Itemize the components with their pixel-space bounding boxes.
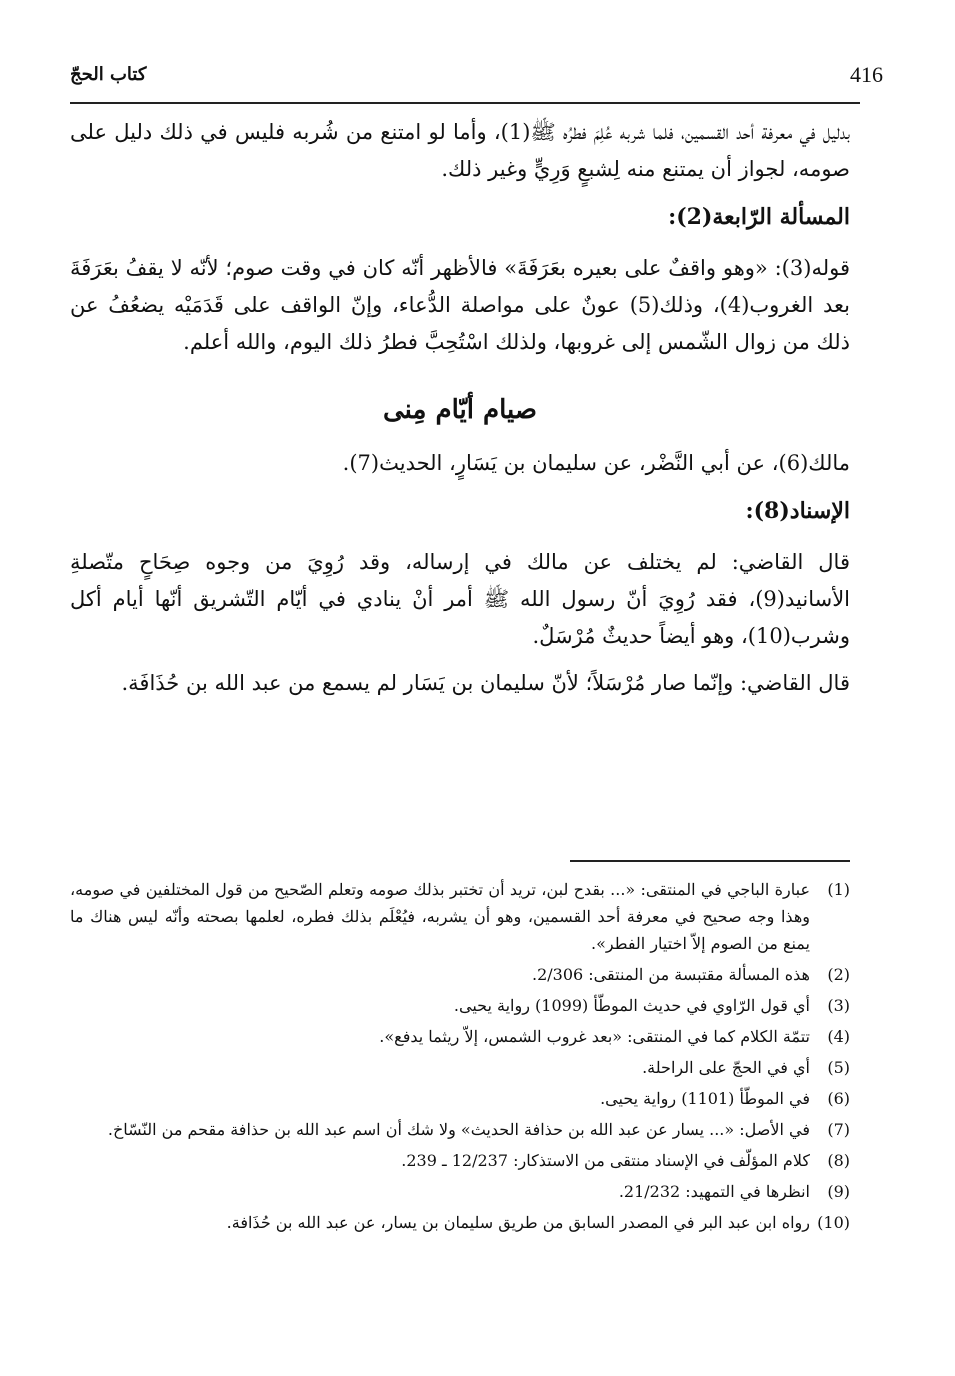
footnote bbox=[70, 1054, 850, 1081]
footnote-separator bbox=[570, 860, 850, 862]
footnote bbox=[70, 1085, 850, 1112]
footnote-text: تتمّة الكلام كما في المنتقى: «بعد غروب الشمس، إلاّ ريثما يدفع». bbox=[379, 1027, 810, 1046]
footnote-text: في الموطّأ (1101) رواية يحيى. bbox=[600, 1089, 810, 1108]
paragraph-1: بدليل في معرفة أحد القسمين، فلما شربه عُلِمَ فطرُه ﷺ(1)، وأما لو امتنع من شُربه فليس في ذلك دليل على صومه، لجواز أن يمتنع منه لِشبعٍ وَرِيٍّ وغير ذلك. bbox=[70, 120, 850, 181]
footnotes bbox=[70, 876, 850, 1240]
running-head: كتاب الحجّ bbox=[70, 64, 147, 85]
footnote-text: في الأصل: «... يسار عن عبد الله بن حذافة الحديث» ولا شك أن اسم عبد الله بن حذافة مقحم من النّسّاخ. bbox=[107, 1120, 810, 1139]
section-heading-fourth-issue: المسألة الرّابعة(2): bbox=[668, 204, 850, 230]
footnote-number: (2) bbox=[827, 965, 850, 984]
paragraph-5: قال القاضي: وإنّما صار مُرْسَلاً؛ لأنّ سليمان بن يَسَار لم يسمع من عبد الله بن حُذَافَة. bbox=[121, 671, 850, 695]
footnote-text: كلام المؤلّف في الإسناد منتقى من الاستذكار: 12/237 ـ 239. bbox=[401, 1151, 810, 1170]
footnote bbox=[70, 1209, 850, 1236]
footnote bbox=[70, 1023, 850, 1050]
footnote bbox=[70, 1116, 850, 1143]
footnote-text: رواه ابن عبد البر في المصدر السابق من طريق سليمان بن يسار، عن عبد الله بن حُذَافة. bbox=[226, 1213, 810, 1232]
footnote-number: (7) bbox=[827, 1120, 850, 1139]
paragraph-4: قال القاضي: لم يختلف عن مالك في إرساله، وقد رُوِيَ من وجوه صِحَاحٍ متّصلةِ الأسانيد(9)، فقد رُوِيَ أنّ رسول الله ﷺ أمر أنْ ينادي في أيّام التّشريق أنّها أيام أكل وشرب(10)، وهو أيضاً حديثٌ مُرْسَلٌ. bbox=[70, 550, 850, 648]
footnote-number: (8) bbox=[827, 1151, 850, 1170]
footnote-number: (5) bbox=[827, 1058, 850, 1077]
footnote bbox=[70, 876, 850, 957]
footnote bbox=[70, 1178, 850, 1205]
page-header bbox=[70, 62, 883, 104]
footnote-number: (9) bbox=[827, 1182, 850, 1201]
footnote-text: أي في الحجّ على الراحلة. bbox=[642, 1058, 810, 1077]
footnote bbox=[70, 961, 850, 988]
footnote-number: (6) bbox=[827, 1089, 850, 1108]
chapter-title: صيام أيّام مِنى bbox=[383, 395, 537, 425]
footnote-number: (10) bbox=[817, 1213, 850, 1232]
footnote-number: (3) bbox=[827, 996, 850, 1015]
section-heading-isnad: الإسناد(8): bbox=[745, 498, 850, 524]
footnote-number: (1) bbox=[827, 880, 850, 899]
page-number: 416 bbox=[850, 62, 883, 87]
footnote-number: (4) bbox=[827, 1027, 850, 1046]
paragraph-2: قوله(3): «وهو واقفٌ على بعيره بعَرَفَةَ» فالأظهر أنّه كان في وقت صوم؛ لأنّه لا يقفُ بعَرَفَةَ بعد الغروب(4)، وذلك(5) عونٌ على مواصلة الدُّعاء، وإنّ الواقف على قَدَمَيْه يضعُفُ عن ذلك من زوال الشّمس إلى غروبها، ولذلك اسْتُحِبَّ فطرُ ذلك اليوم، والله أعلم. bbox=[70, 256, 851, 354]
footnote-text: أي قول الرّاوي في حديث الموطّأ (1099) رواية يحيى. bbox=[453, 996, 810, 1015]
paragraph-3: مالك(6)، عن أبي النَّضْر، عن سليمان بن يَسَارٍ، الحديث(7). bbox=[342, 451, 850, 475]
footnote-text: عبارة الباجي في المنتقى: «... بقدح لبن، تريد أن تختبر بذلك صومه وتعلم الصّحيح من قول المختلفين في صومه، وهذا وجه صحيح في معرفة أحد القسمين، وهو أن يشربه، فيُعْلَم بذلك فطره، لعلمها بصحته وأنّه ليس هناك ما يمنع من الصوم إلاّ اختيار الفطر». bbox=[70, 880, 810, 953]
footnote-text: انظرها في التمهيد: 21/232. bbox=[618, 1182, 810, 1201]
main-text bbox=[70, 108, 850, 712]
footnote bbox=[70, 1147, 850, 1174]
footnote-text: هذه المسألة مقتبسة من المنتقى: 2/306. bbox=[532, 965, 810, 984]
footnote bbox=[70, 992, 850, 1019]
